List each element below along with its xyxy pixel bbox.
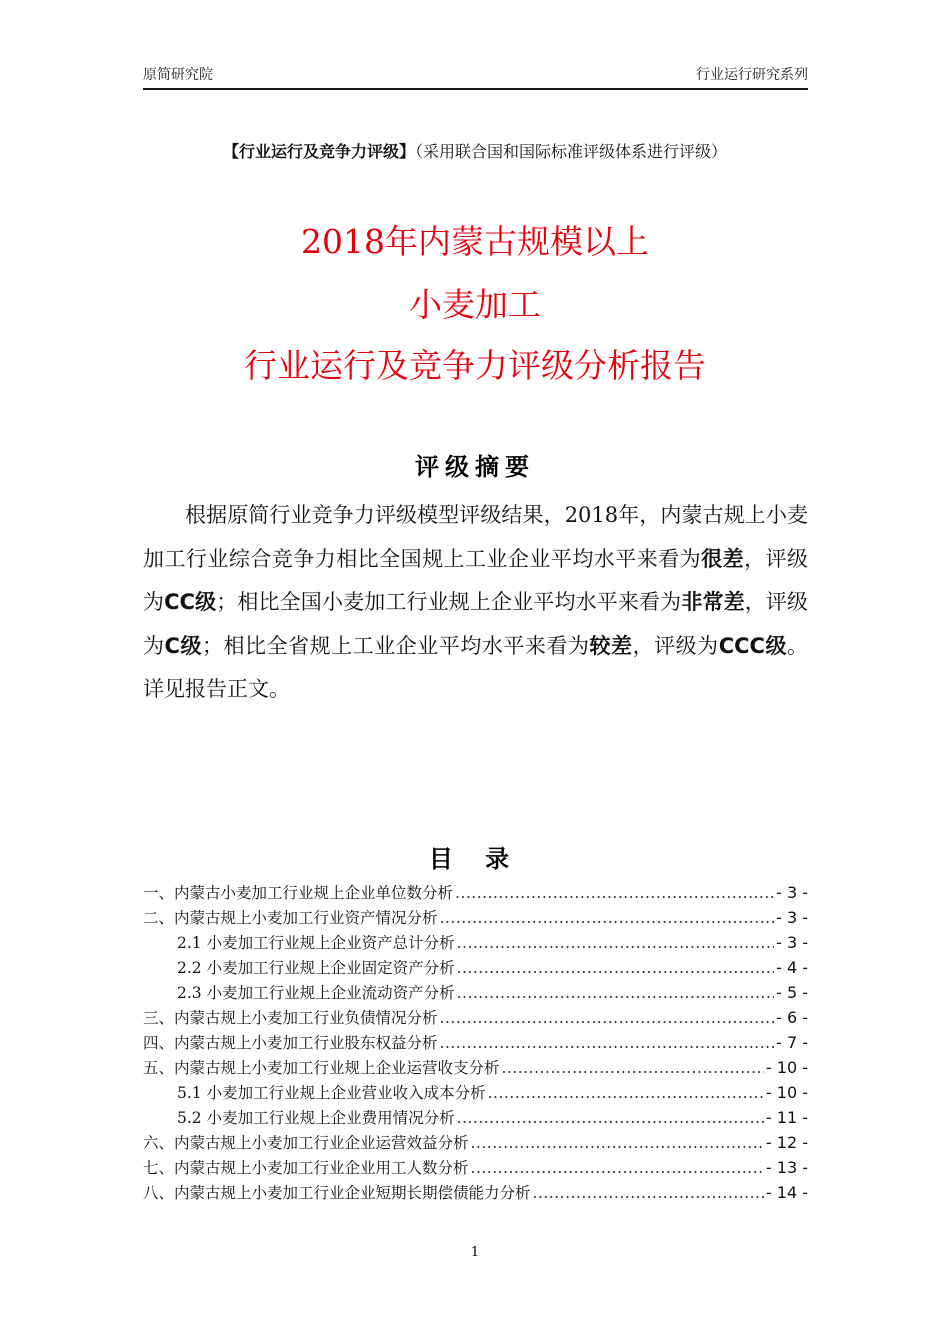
header-series: 行业运行研究系列	[696, 67, 808, 83]
summary-text: ，评级为	[632, 633, 719, 658]
toc-entry-label: 七、内蒙古规上小麦加工行业企业用工人数分析	[143, 1159, 469, 1177]
summary-text: 根据原简行业竞争力评级模型评级结果，2018年，内蒙古规上小麦加工行业综合竞争力相比全国规上工业企业平均水平来看为	[143, 503, 808, 571]
toc-leader-dots	[457, 931, 775, 956]
summary-text: ；相比全省规上工业企业平均水平来看为	[202, 633, 590, 658]
summary-emphasis: 较差	[589, 633, 633, 658]
toc-leader-dots	[440, 1006, 775, 1031]
toc-leader-dots	[457, 1106, 764, 1131]
toc-leader-dots	[471, 1131, 764, 1156]
toc-entry-label: 2.1 小麦加工行业规上企业资产总计分析	[177, 934, 455, 952]
toc-entry-page: - 6 -	[776, 1008, 808, 1027]
toc-entry-page: - 11 -	[765, 1108, 808, 1127]
toc-entry-label: 2.3 小麦加工行业规上企业流动资产分析	[177, 984, 455, 1002]
toc-entry-label: 一、内蒙古小麦加工行业规上企业单位数分析	[143, 884, 454, 902]
toc-entry[interactable]	[143, 905, 808, 930]
toc-entry-page: - 14 -	[765, 1183, 808, 1202]
toc-entry-label: 八、内蒙古规上小麦加工行业企业短期长期偿债能力分析	[143, 1184, 531, 1202]
rating-note-paren: （采用联合国和国际标准评级体系进行评级）	[415, 142, 728, 161]
toc-entry-label: 六、内蒙古规上小麦加工行业企业运营效益分析	[143, 1134, 469, 1152]
toc-entry-label: 五、内蒙古规上小麦加工行业规上企业运营收支分析	[143, 1059, 500, 1077]
toc-entry[interactable]	[143, 1055, 808, 1080]
summary-heading: 评级摘要	[415, 453, 535, 481]
toc-entry-label: 三、内蒙古规上小麦加工行业负债情况分析	[143, 1009, 438, 1027]
summary-emphasis: 很差	[701, 546, 745, 571]
toc-entry-page: - 4 -	[776, 958, 808, 977]
toc-entry[interactable]	[143, 1155, 808, 1180]
toc-entry-page: - 5 -	[776, 983, 808, 1002]
summary-text: ；相比全国小麦加工行业规上企业平均水平来看为	[216, 590, 682, 614]
summary-emphasis: CC级	[164, 590, 217, 614]
page-header	[143, 66, 808, 90]
toc-entry-label: 二、内蒙古规上小麦加工行业资产情况分析	[143, 909, 438, 927]
header-divider	[143, 88, 808, 90]
summary-text: ，评级为	[143, 546, 809, 614]
toc-entry[interactable]	[143, 1180, 808, 1205]
toc-entry[interactable]	[143, 930, 808, 955]
toc-entry[interactable]	[143, 880, 808, 905]
toc-entry-page: - 10 -	[765, 1058, 808, 1077]
rating-note-bracket: 【行业运行及竞争力评级】	[222, 142, 415, 161]
summary-text: ，评级为	[143, 590, 809, 658]
toc-entry[interactable]	[143, 1005, 808, 1030]
toc-heading: 目 录	[428, 845, 522, 873]
toc-entry[interactable]	[143, 1080, 808, 1105]
toc-entry-page: - 10 -	[765, 1083, 808, 1102]
rating-note	[0, 141, 950, 163]
toc-entry-page: - 7 -	[776, 1033, 808, 1052]
toc-entry-page: - 3 -	[776, 933, 808, 952]
page-number: 1	[470, 1245, 480, 1260]
report-title-line-3: 行业运行及竞争力评级分析报告	[244, 346, 706, 385]
summary-body	[143, 494, 808, 712]
summary-text: 。详见报告正文。	[143, 633, 808, 701]
toc-entry-label: 5.2 小麦加工行业规上企业费用情况分析	[177, 1109, 455, 1127]
report-title-line-2: 小麦加工	[409, 285, 541, 324]
summary-emphasis: CCC级	[718, 633, 787, 658]
toc-leader-dots	[488, 1081, 764, 1106]
toc-entry[interactable]	[143, 1105, 808, 1130]
toc-entry[interactable]	[143, 1030, 808, 1055]
toc-entry-label: 四、内蒙古规上小麦加工行业股东权益分析	[143, 1034, 438, 1052]
toc-entry-page: - 3 -	[776, 908, 808, 927]
toc-leader-dots	[502, 1056, 764, 1081]
header-organization: 原简研究院	[143, 67, 213, 83]
toc-leader-dots	[440, 1031, 775, 1056]
toc-entry[interactable]	[143, 980, 808, 1005]
toc-entry-label: 2.2 小麦加工行业规上企业固定资产分析	[177, 959, 455, 977]
toc-leader-dots	[533, 1181, 764, 1206]
toc-leader-dots	[457, 956, 775, 981]
report-title-line-1: 2018年内蒙古规模以上	[301, 222, 649, 261]
toc-entry-page: - 3 -	[776, 883, 808, 902]
toc-entry[interactable]	[143, 955, 808, 980]
table-of-contents	[143, 880, 808, 1205]
toc-entry-page: - 12 -	[765, 1133, 808, 1152]
toc-entry-label: 5.1 小麦加工行业规上企业营业收入成本分析	[177, 1084, 486, 1102]
toc-leader-dots	[471, 1156, 764, 1181]
toc-leader-dots	[440, 906, 775, 931]
toc-entry-page: - 13 -	[765, 1158, 808, 1177]
summary-paragraph	[143, 494, 808, 712]
toc-leader-dots	[457, 981, 775, 1006]
summary-emphasis: C级	[164, 633, 202, 658]
toc-leader-dots	[455, 881, 774, 906]
summary-emphasis: 非常差	[681, 590, 745, 614]
toc-entry[interactable]	[143, 1130, 808, 1155]
